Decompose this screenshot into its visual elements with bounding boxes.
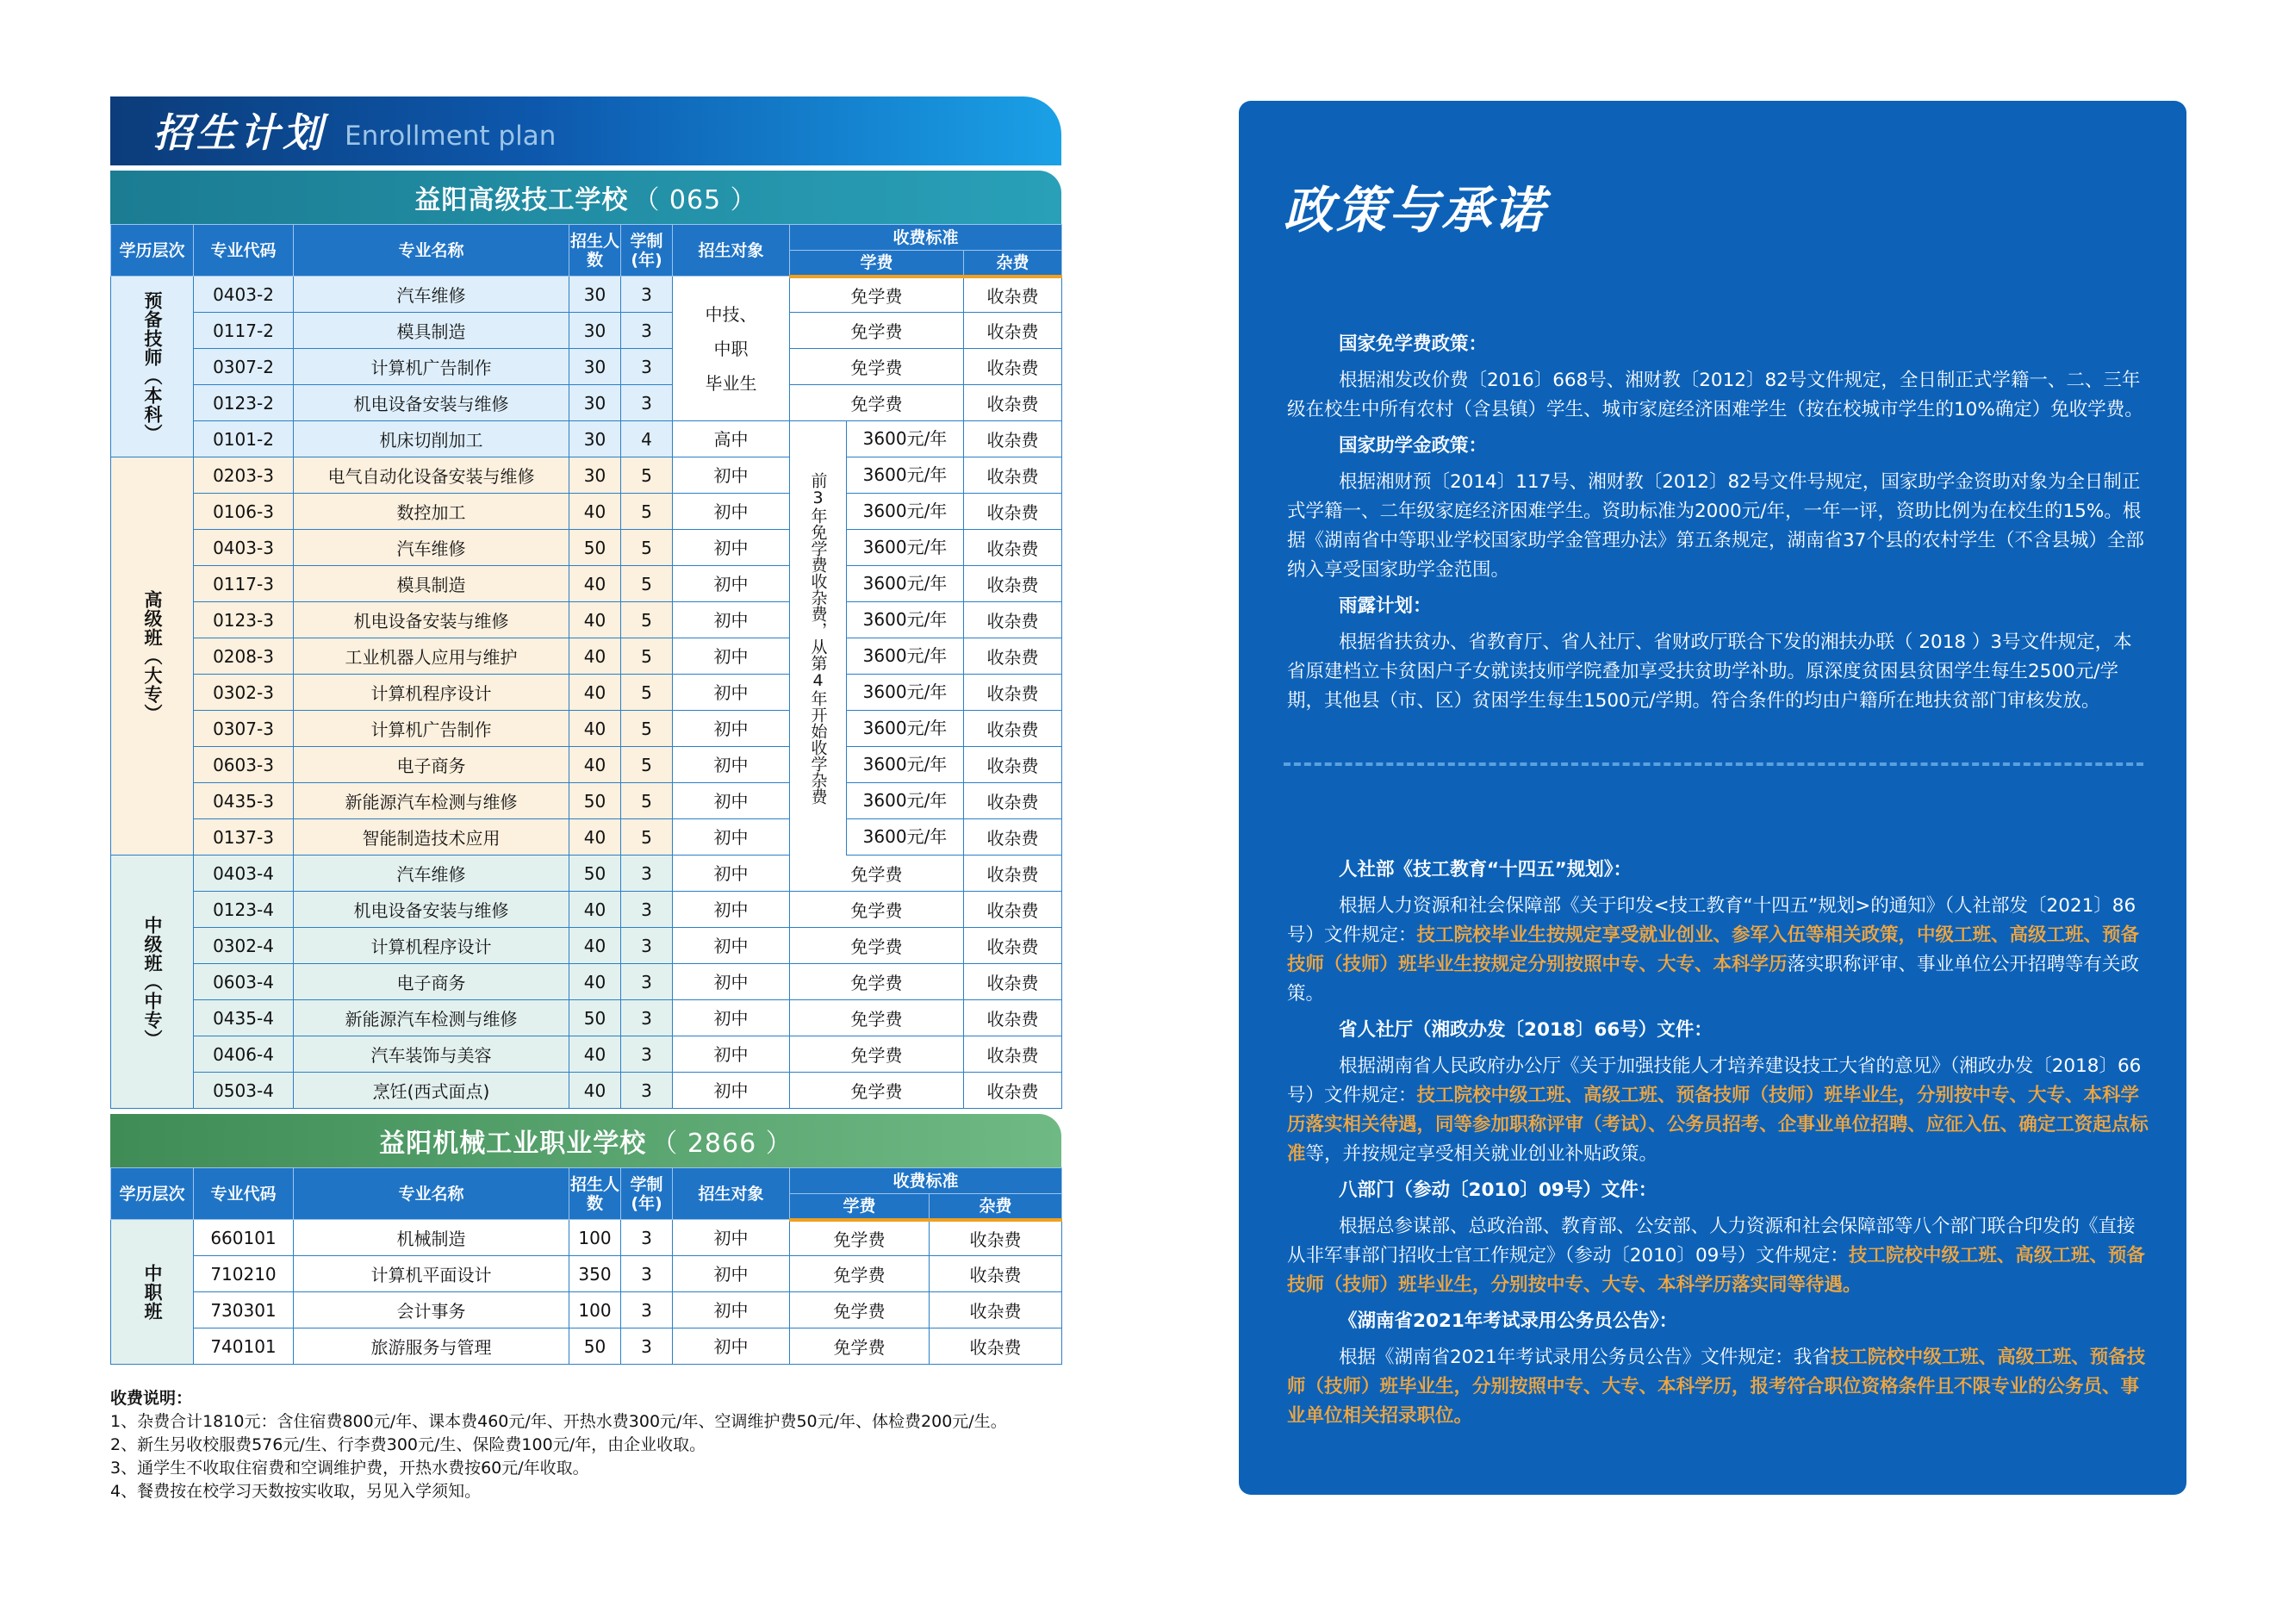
tuition-cell: 免学费 [790, 1220, 930, 1256]
table-row [111, 313, 1062, 349]
table-row [111, 819, 1062, 856]
tuition-cell: 免学费 [790, 1000, 964, 1036]
table-row [111, 349, 1062, 385]
tuition-cell: 3600元/年 [790, 783, 964, 819]
count-cell: 40 [569, 819, 621, 856]
code-cell: 0302-4 [194, 928, 294, 964]
count-cell: 100 [569, 1292, 621, 1328]
count-cell: 30 [569, 313, 621, 349]
major-cell: 新能源汽车检测与维修 [294, 783, 569, 819]
count-cell: 40 [569, 928, 621, 964]
target-cell: 初中 [673, 1000, 790, 1036]
level-cell: 中职班 [111, 1220, 194, 1365]
years-cell: 3 [621, 1292, 673, 1328]
target-cell: 初中 [673, 928, 790, 964]
misc-cell: 收杂费 [964, 1073, 1062, 1109]
target-cell: 初中 [673, 1073, 790, 1109]
major-cell: 计算机平面设计 [294, 1256, 569, 1292]
misc-cell: 收杂费 [964, 783, 1062, 819]
years-cell: 3 [621, 1000, 673, 1036]
th-tuition: 学费 [790, 251, 964, 277]
count-cell: 100 [569, 1220, 621, 1256]
fee-note-item: 1、杂费合计1810元：含住宿费800元/年、课本费460元/年、开热水费300元/年、空调维护费50元/年、体检费200元/生。 [110, 1412, 1007, 1431]
tuition-cell: 3600元/年 前3年免学费收杂费，从第4年开始收学杂费 [790, 421, 964, 457]
tuition-cell: 免学费 [790, 1328, 930, 1365]
tuition-cell: 3600元/年 [790, 494, 964, 530]
target-cell: 中技、 中职 毕业生 [673, 277, 790, 421]
count-cell: 30 [569, 277, 621, 313]
table-row [111, 1073, 1062, 1109]
target-cell: 初中 [673, 530, 790, 566]
table-row [111, 530, 1062, 566]
code-cell: 0435-3 [194, 783, 294, 819]
count-cell: 40 [569, 638, 621, 675]
code-cell: 0307-3 [194, 711, 294, 747]
th-years: 学制(年) [621, 225, 673, 277]
target-cell: 初中 [673, 711, 790, 747]
target-cell: 初中 [673, 819, 790, 856]
table-row [111, 1256, 1062, 1292]
major-cell: 汽车维修 [294, 530, 569, 566]
count-cell: 50 [569, 856, 621, 892]
years-cell: 3 [621, 277, 673, 313]
count-cell: 40 [569, 964, 621, 1000]
target-cell: 初中 [673, 1328, 790, 1365]
major-cell: 计算机广告制作 [294, 711, 569, 747]
policy-title: 政策与承诺 [1284, 181, 1547, 240]
table-row [111, 602, 1062, 638]
th-fee-standard: 收费标准 [790, 1168, 1062, 1194]
code-cell: 0203-3 [194, 457, 294, 494]
tuition-cell: 免学费 [790, 892, 964, 928]
misc-cell: 收杂费 [964, 277, 1062, 313]
major-cell: 工业机器人应用与维护 [294, 638, 569, 675]
misc-cell: 收杂费 [964, 530, 1062, 566]
policy-heading: 八部门（参动〔2010〕09号）文件： [1339, 1179, 1658, 1201]
table-row [111, 457, 1062, 494]
target-cell: 初中 [673, 1036, 790, 1073]
th-count: 招生人数 [569, 225, 621, 277]
school1-table-body [111, 277, 1062, 1109]
misc-cell: 收杂费 [964, 349, 1062, 385]
school1-header [110, 171, 1061, 224]
table-row [111, 385, 1062, 421]
misc-cell: 收杂费 [964, 711, 1062, 747]
policy-heading: 省人社厅（湘政办发〔2018〕66号）文件： [1339, 1019, 1713, 1041]
major-cell: 电子商务 [294, 964, 569, 1000]
count-cell: 30 [569, 349, 621, 385]
tuition-cell: 3600元/年 [790, 530, 964, 566]
enrollment-banner [110, 96, 1061, 165]
count-cell: 40 [569, 494, 621, 530]
misc-cell: 收杂费 [964, 675, 1062, 711]
code-cell: 0403-4 [194, 856, 294, 892]
target-cell: 初中 [673, 856, 790, 892]
th-major: 专业名称 [294, 225, 569, 277]
th-major: 专业名称 [294, 1168, 569, 1220]
code-cell: 0123-3 [194, 602, 294, 638]
target-cell: 初中 [673, 602, 790, 638]
table-row [111, 747, 1062, 783]
table-row [111, 892, 1062, 928]
count-cell: 30 [569, 385, 621, 421]
banner-title: 招生计划 [153, 109, 326, 156]
count-cell: 40 [569, 747, 621, 783]
target-cell: 初中 [673, 747, 790, 783]
tuition-cell: 免学费 [790, 1292, 930, 1328]
major-cell: 计算机程序设计 [294, 928, 569, 964]
th-code: 专业代码 [194, 225, 294, 277]
years-cell: 3 [621, 856, 673, 892]
misc-cell: 收杂费 [964, 892, 1062, 928]
years-cell: 5 [621, 457, 673, 494]
fee-notes-heading: 收费说明： [110, 1389, 193, 1408]
policy-heading: 《湖南省2021年考试录用公务员公告》： [1339, 1310, 1678, 1332]
code-cell: 0435-4 [194, 1000, 294, 1036]
major-cell: 汽车维修 [294, 856, 569, 892]
tuition-cell: 免学费 [790, 856, 964, 892]
misc-cell: 收杂费 [964, 638, 1062, 675]
code-cell: 0603-3 [194, 747, 294, 783]
major-cell: 模具制造 [294, 313, 569, 349]
code-cell: 0106-3 [194, 494, 294, 530]
fee-note-item: 4、餐费按在校学习天数按实收取，另见入学须知。 [110, 1482, 482, 1501]
tuition-cell: 免学费 [790, 1256, 930, 1292]
code-cell: 0603-4 [194, 964, 294, 1000]
misc-cell: 收杂费 [964, 964, 1062, 1000]
code-cell: 0123-2 [194, 385, 294, 421]
misc-cell: 收杂费 [964, 566, 1062, 602]
policy-highlight: 技工院校中级工班、高级工班、预备技师（技师）班毕业生，分别按中专、大专、本科学历落实同等待遇。 [1287, 1245, 2145, 1296]
table-row [111, 566, 1062, 602]
table-row [111, 675, 1062, 711]
major-cell: 汽车维修 [294, 277, 569, 313]
enrollment-plan-page [110, 96, 1061, 1503]
years-cell: 3 [621, 892, 673, 928]
years-cell: 3 [621, 964, 673, 1000]
tuition-cell: 免学费 [790, 385, 964, 421]
years-cell: 5 [621, 711, 673, 747]
target-cell: 初中 [673, 638, 790, 675]
years-cell: 3 [621, 1220, 673, 1256]
years-cell: 5 [621, 530, 673, 566]
target-cell: 初中 [673, 964, 790, 1000]
target-cell: 初中 [673, 457, 790, 494]
table-row [111, 928, 1062, 964]
code-cell: 0503-4 [194, 1073, 294, 1109]
major-cell: 智能制造技术应用 [294, 819, 569, 856]
table-row [111, 783, 1062, 819]
th-fee-standard: 收费标准 [790, 225, 1062, 251]
years-cell: 5 [621, 819, 673, 856]
code-cell: 0208-3 [194, 638, 294, 675]
policy-text: 根据总参谋部、总政治部、教育部、公安部、人力资源和社会保障部等八个部门联合印发的《直接从非军事部门招收士官工作规定》（参动〔2010〕09号）文件规定：技工院校中级工班、高级工班、预备技师（技师）班毕业生，分别按中专、大专、本科学历落实同等待遇。 [1287, 1216, 2145, 1296]
policy-text: 根据省扶贫办、省教育厅、省人社厅、省财政厅联合下发的湘扶办联（ 2018 ）3号文件规定，本省原建档立卡贫困户子女就读技师学院叠加享受扶贫助学补助。原深度贫困县贫困学生每生2500元/学期，其他县（市、区）贫困学生每生1500元/学期。符合条件的均由户籍所在地扶贫部门审核发放。 [1287, 632, 2132, 712]
code-cell: 0406-4 [194, 1036, 294, 1073]
years-cell: 5 [621, 566, 673, 602]
count-cell: 50 [569, 783, 621, 819]
table-row [111, 964, 1062, 1000]
years-cell: 3 [621, 1073, 673, 1109]
banner-subtitle: Enrollment plan [345, 121, 557, 152]
count-cell: 40 [569, 602, 621, 638]
tuition-cell: 3600元/年 [790, 675, 964, 711]
tuition-cell: 3600元/年 [790, 711, 964, 747]
tuition-cell: 免学费 [790, 1036, 964, 1073]
major-cell: 机械制造 [294, 1220, 569, 1256]
policy-highlight: 技工院校中级工班、高级工班、预备技师（技师）班毕业生，分别按中专、大专、本科学历落实相关待遇，同等参加职称评审（考试）、公务员招考、企事业单位招聘、应征入伍、确定工资起点标准 [1287, 1085, 2149, 1165]
major-cell: 新能源汽车检测与维修 [294, 1000, 569, 1036]
tuition-cell: 3600元/年 [790, 602, 964, 638]
table-row [111, 1000, 1062, 1036]
code-cell: 740101 [194, 1328, 294, 1365]
count-cell: 50 [569, 1328, 621, 1365]
years-cell: 3 [621, 1036, 673, 1073]
table-row [111, 1328, 1062, 1365]
code-cell: 0101-2 [194, 421, 294, 457]
section-divider [1284, 762, 2143, 766]
count-cell: 40 [569, 1073, 621, 1109]
code-cell: 710210 [194, 1256, 294, 1292]
major-cell: 电气自动化设备安装与维修 [294, 457, 569, 494]
years-cell: 5 [621, 783, 673, 819]
th-level: 学历层次 [111, 225, 194, 277]
policy-heading: 雨露计划： [1339, 595, 1432, 617]
years-cell: 3 [621, 1328, 673, 1365]
school2-table [110, 1167, 1062, 1365]
table-row [111, 1036, 1062, 1073]
code-cell: 0137-3 [194, 819, 294, 856]
misc-cell: 收杂费 [964, 385, 1062, 421]
policy-heading: 国家助学金政策： [1339, 435, 1488, 457]
tuition-cell: 3600元/年 [790, 457, 964, 494]
major-cell: 会计事务 [294, 1292, 569, 1328]
target-cell: 高中 [673, 421, 790, 457]
major-cell: 机电设备安装与维修 [294, 385, 569, 421]
fee-note-vertical: 前3年免学费收杂费，从第4年开始收学杂费 [790, 421, 847, 856]
count-cell: 40 [569, 1036, 621, 1073]
policy-text: 根据人力资源和社会保障部《关于印发<技工教育“十四五”规划>的通知》（人社部发〔2021〕86号）文件规定：技工院校毕业生按规定享受就业创业、参军入伍等相关政策，中级工班、高级工班、预备技师（技师）班毕业生按规定分别按照中专、大专、本科学历落实职称评审、事业单位公开招聘等有关政策。 [1287, 895, 2140, 1005]
tuition-cell: 免学费 [790, 964, 964, 1000]
count-cell: 40 [569, 566, 621, 602]
misc-cell: 收杂费 [964, 421, 1062, 457]
table-row [111, 856, 1062, 892]
code-cell: 0117-3 [194, 566, 294, 602]
fee-notes [110, 1387, 1061, 1503]
misc-cell: 收杂费 [964, 928, 1062, 964]
misc-cell: 收杂费 [930, 1292, 1062, 1328]
table-row [111, 1220, 1062, 1256]
count-cell: 30 [569, 457, 621, 494]
years-cell: 5 [621, 602, 673, 638]
count-cell: 50 [569, 1000, 621, 1036]
count-cell: 30 [569, 421, 621, 457]
misc-cell: 收杂费 [964, 602, 1062, 638]
code-cell: 0307-2 [194, 349, 294, 385]
th-level: 学历层次 [111, 1168, 194, 1220]
major-cell: 计算机程序设计 [294, 675, 569, 711]
policy-section-group-2 [1287, 849, 2149, 1431]
table-row [111, 1292, 1062, 1328]
table-row [111, 638, 1062, 675]
code-cell: 0123-4 [194, 892, 294, 928]
misc-cell: 收杂费 [930, 1256, 1062, 1292]
misc-cell: 收杂费 [964, 494, 1062, 530]
misc-cell: 收杂费 [930, 1328, 1062, 1365]
count-cell: 40 [569, 892, 621, 928]
years-cell: 3 [621, 928, 673, 964]
policy-text: 根据湖南省人民政府办公厅《关于加强技能人才培养建设技工大省的意见》（湘政办发〔2018〕66号）文件规定：技工院校中级工班、高级工班、预备技师（技师）班毕业生，分别按中专、大专、本科学历落实相关待遇，同等参加职称评审（考试）、公务员招考、企事业单位招聘、应征入伍、确定工资起点标准等，并按规定享受相关就业创业补贴政策。 [1287, 1055, 2149, 1165]
target-cell: 初中 [673, 1292, 790, 1328]
fee-note-item: 2、新生另收校服费576元/生、行李费300元/生、保险费100元/年，由企业收取。 [110, 1435, 706, 1454]
policy-text: 根据《湖南省2021年考试录用公务员公告》文件规定：我省技工院校中级工班、高级工班、预备技师（技师）班毕业生，分别按照中专、大专、本科学历，报考符合职位资格条件且不限专业的公务员、事业单位相关招录职位。 [1287, 1347, 2146, 1427]
years-cell: 5 [621, 675, 673, 711]
tuition-cell: 免学费 [790, 928, 964, 964]
school1-table [110, 224, 1062, 1109]
th-years: 学制(年) [621, 1168, 673, 1220]
years-cell: 3 [621, 313, 673, 349]
major-cell: 机电设备安装与维修 [294, 892, 569, 928]
target-cell: 初中 [673, 675, 790, 711]
misc-cell: 收杂费 [964, 1036, 1062, 1073]
target-cell: 初中 [673, 494, 790, 530]
code-cell: 0403-2 [194, 277, 294, 313]
major-cell: 模具制造 [294, 566, 569, 602]
major-cell: 计算机广告制作 [294, 349, 569, 385]
school2-code: （ 2866 ） [651, 1129, 793, 1159]
major-cell: 电子商务 [294, 747, 569, 783]
level-cell: 预备技师（本科） [111, 277, 194, 457]
misc-cell: 收杂费 [964, 819, 1062, 856]
table-row [111, 421, 1062, 457]
misc-cell: 收杂费 [964, 457, 1062, 494]
target-cell: 初中 [673, 566, 790, 602]
years-cell: 4 [621, 421, 673, 457]
school1-name: 益阳高级技工学校 [414, 185, 629, 215]
misc-cell: 收杂费 [964, 856, 1062, 892]
major-cell: 机床切削加工 [294, 421, 569, 457]
count-cell: 40 [569, 711, 621, 747]
policy-text: 根据湘发改价费〔2016〕668号、湘财教〔2012〕82号文件规定，全日制正式学籍一、二、三年级在校生中所有农村（含县镇）学生、城市家庭经济困难学生（按在校城市学生的10%确定）免收学费。 [1287, 370, 2143, 420]
school2-table-body [111, 1220, 1062, 1365]
code-cell: 0117-2 [194, 313, 294, 349]
years-cell: 5 [621, 747, 673, 783]
misc-cell: 收杂费 [964, 747, 1062, 783]
fee-note-item: 3、通学生不收取住宿费和空调维护费，开热水费按60元/年收取。 [110, 1459, 589, 1478]
tuition-cell: 免学费 [790, 349, 964, 385]
school2-header [110, 1114, 1061, 1167]
major-cell: 汽车装饰与美容 [294, 1036, 569, 1073]
level-cell: 高级班（大专） [111, 457, 194, 856]
misc-cell: 收杂费 [964, 313, 1062, 349]
policy-highlight: 技工院校毕业生按规定享受就业创业、参军入伍等相关政策，中级工班、高级工班、预备技师（技师）班毕业生按规定分别按照中专、大专、本科学历 [1287, 924, 2140, 975]
major-cell: 旅游服务与管理 [294, 1328, 569, 1365]
years-cell: 3 [621, 349, 673, 385]
policy-highlight: 技工院校中级工班、高级工班、预备技师（技师）班毕业生，分别按照中专、大专、本科学历，报考符合职位资格条件且不限专业的公务员、事业单位相关招录职位。 [1287, 1347, 2146, 1427]
policy-text: 根据湘财预〔2014〕117号、湘财教〔2012〕82号文件号规定，国家助学金资助对象为全日制正式学籍一、二年级家庭经济困难学生。资助标准为2000元/年，一年一评，资助比例为在校生的15%。根据《湖南省中等职业学校国家助学金管理办法》第五条规定，湖南省37个县的农村学生（不含县城）全部纳入享受国家助学金范围。 [1287, 471, 2144, 581]
major-cell: 数控加工 [294, 494, 569, 530]
tuition-cell: 免学费 [790, 313, 964, 349]
code-cell: 0403-3 [194, 530, 294, 566]
years-cell: 3 [621, 1256, 673, 1292]
count-cell: 350 [569, 1256, 621, 1292]
policy-heading: 人社部《技工教育“十四五”规划》： [1339, 859, 1633, 880]
tuition-cell: 3600元/年 [790, 747, 964, 783]
th-misc: 杂费 [930, 1194, 1062, 1220]
tuition-cell: 3600元/年 [790, 638, 964, 675]
tuition-cell: 免学费 [790, 277, 964, 313]
th-misc: 杂费 [964, 251, 1062, 277]
misc-cell: 收杂费 [930, 1220, 1062, 1256]
major-cell: 烹饪(西式面点) [294, 1073, 569, 1109]
major-cell: 机电设备安装与维修 [294, 602, 569, 638]
table-row [111, 277, 1062, 313]
th-target: 招生对象 [673, 225, 790, 277]
table-row [111, 494, 1062, 530]
misc-cell: 收杂费 [964, 1000, 1062, 1036]
school2-name: 益阳机械工业职业学校 [379, 1129, 647, 1159]
years-cell: 5 [621, 494, 673, 530]
th-count: 招生人数 [569, 1168, 621, 1220]
table-row [111, 711, 1062, 747]
tuition-cell: 3600元/年 [790, 566, 964, 602]
policy-panel [1239, 101, 2186, 1495]
code-cell: 660101 [194, 1220, 294, 1256]
target-cell: 初中 [673, 1220, 790, 1256]
code-cell: 0302-3 [194, 675, 294, 711]
th-target: 招生对象 [673, 1168, 790, 1220]
years-cell: 5 [621, 638, 673, 675]
school1-code: （ 065 ） [633, 185, 757, 215]
policy-heading: 国家免学费政策： [1339, 333, 1488, 355]
tuition-cell: 免学费 [790, 1073, 964, 1109]
th-tuition: 学费 [790, 1194, 930, 1220]
target-cell: 初中 [673, 1256, 790, 1292]
target-cell: 初中 [673, 892, 790, 928]
years-cell: 3 [621, 385, 673, 421]
th-code: 专业代码 [194, 1168, 294, 1220]
policy-section-group-1 [1287, 323, 2149, 716]
tuition-cell: 3600元/年 [790, 819, 964, 856]
target-cell: 初中 [673, 783, 790, 819]
code-cell: 730301 [194, 1292, 294, 1328]
level-cell: 中级班（中专） [111, 856, 194, 1109]
count-cell: 40 [569, 675, 621, 711]
count-cell: 50 [569, 530, 621, 566]
